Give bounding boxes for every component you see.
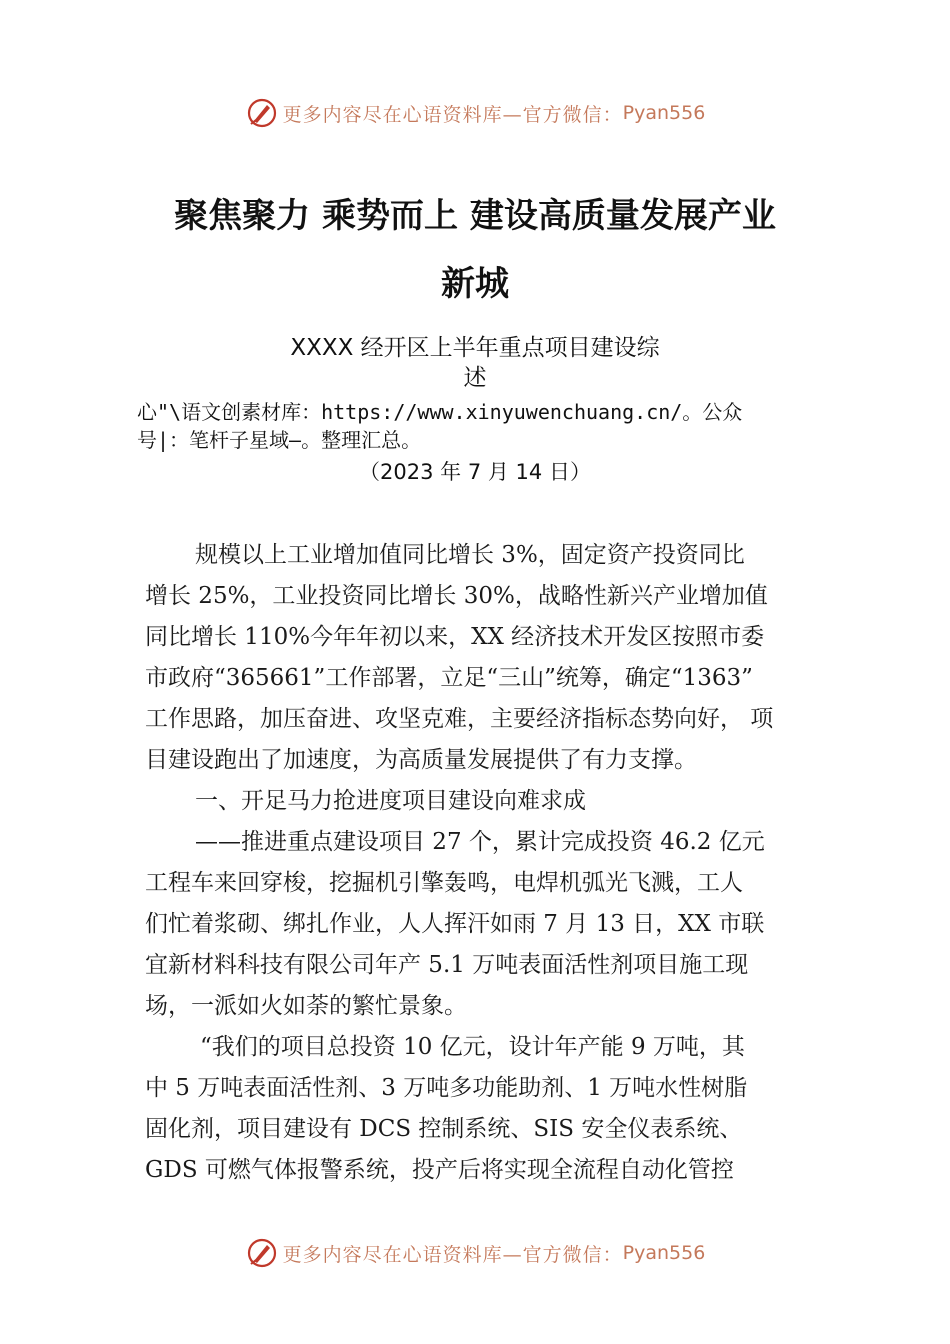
body-line: 场，一派如火如荼的繁忙景象。 <box>145 993 467 1019</box>
footer-watermark <box>0 1236 950 1270</box>
quill-pen-logo-icon <box>245 96 279 130</box>
document-subtitle-line-2: 述 <box>463 365 487 391</box>
document-date: （2023 年 7 月 14 日） <box>359 460 591 484</box>
header-watermark <box>0 96 950 130</box>
body-line: GDS 可燃气体报警系统，投产后将实现全流程自动化管控 <box>145 1157 734 1183</box>
body-line: 固化剂，项目建设有 DCS 控制系统、SIS 安全仪表系统、 <box>145 1116 743 1142</box>
body-line: 同比增长 110%今年年初以来，XX 经济技术开发区按照市委 <box>145 624 765 650</box>
body-line: “我们的项目总投资 10 亿元，设计年产能 9 万吨，其 <box>200 1034 745 1060</box>
section-heading: 一、开足马力抢进度项目建设向难求成 <box>195 788 586 814</box>
source-note-line-2: 号|：笔杆子星域—。整理汇总。 <box>137 428 422 452</box>
document-title-line-2: 新城 <box>441 264 509 304</box>
document-title-line-1: 聚焦聚力 乘势而上 建设高质量发展产业 <box>174 196 776 236</box>
body-line: 目建设跑出了加速度，为高质量发展提供了有力支撑。 <box>145 747 697 773</box>
body-line: 市政府“365661”工作部署，立足“三山”统筹，确定“1363” <box>145 665 753 691</box>
quill-pen-logo-icon <box>245 1236 279 1270</box>
body-line: 增长 25%，工业投资同比增长 30%，战略性新兴产业增加值 <box>145 583 768 609</box>
body-line: 中 5 万吨表面活性剂、3 万吨多功能助剂、1 万吨水性树脂 <box>145 1075 748 1101</box>
body-line: 工程车来回穿梭，挖掘机引擎轰鸣，电焊机弧光飞溅，工人 <box>145 870 743 896</box>
body-line: ——推进重点建设项目 27 个，累计完成投资 46.2 亿元 <box>195 829 765 855</box>
document-subtitle-line-1: XXXX 经开区上半年重点项目建设综 <box>290 335 660 361</box>
watermark-text: 更多内容尽在心语资料库—官方微信： <box>282 1243 623 1266</box>
watermark-wechat-id: Pyan556 <box>622 1242 706 1264</box>
body-line: 宜新材料科技有限公司年产 5.1 万吨表面活性剂项目施工现 <box>145 952 749 978</box>
body-line: 工作思路，加压奋进、攻坚克难，主要经济指标态势向好， 项 <box>145 706 774 732</box>
watermark-wechat-id: Pyan556 <box>622 102 706 124</box>
body-line: 规模以上工业增加值同比增长 3%，固定资产投资同比 <box>195 542 745 568</box>
watermark-text: 更多内容尽在心语资料库—官方微信： <box>282 103 623 126</box>
source-note-line-1: 心"\语文创素材库：https://www.xinyuwenchuang.cn/。公众 <box>137 400 743 424</box>
body-line: 们忙着浆砌、绑扎作业，人人挥汗如雨 7 月 13 日，XX 市联 <box>145 911 765 937</box>
